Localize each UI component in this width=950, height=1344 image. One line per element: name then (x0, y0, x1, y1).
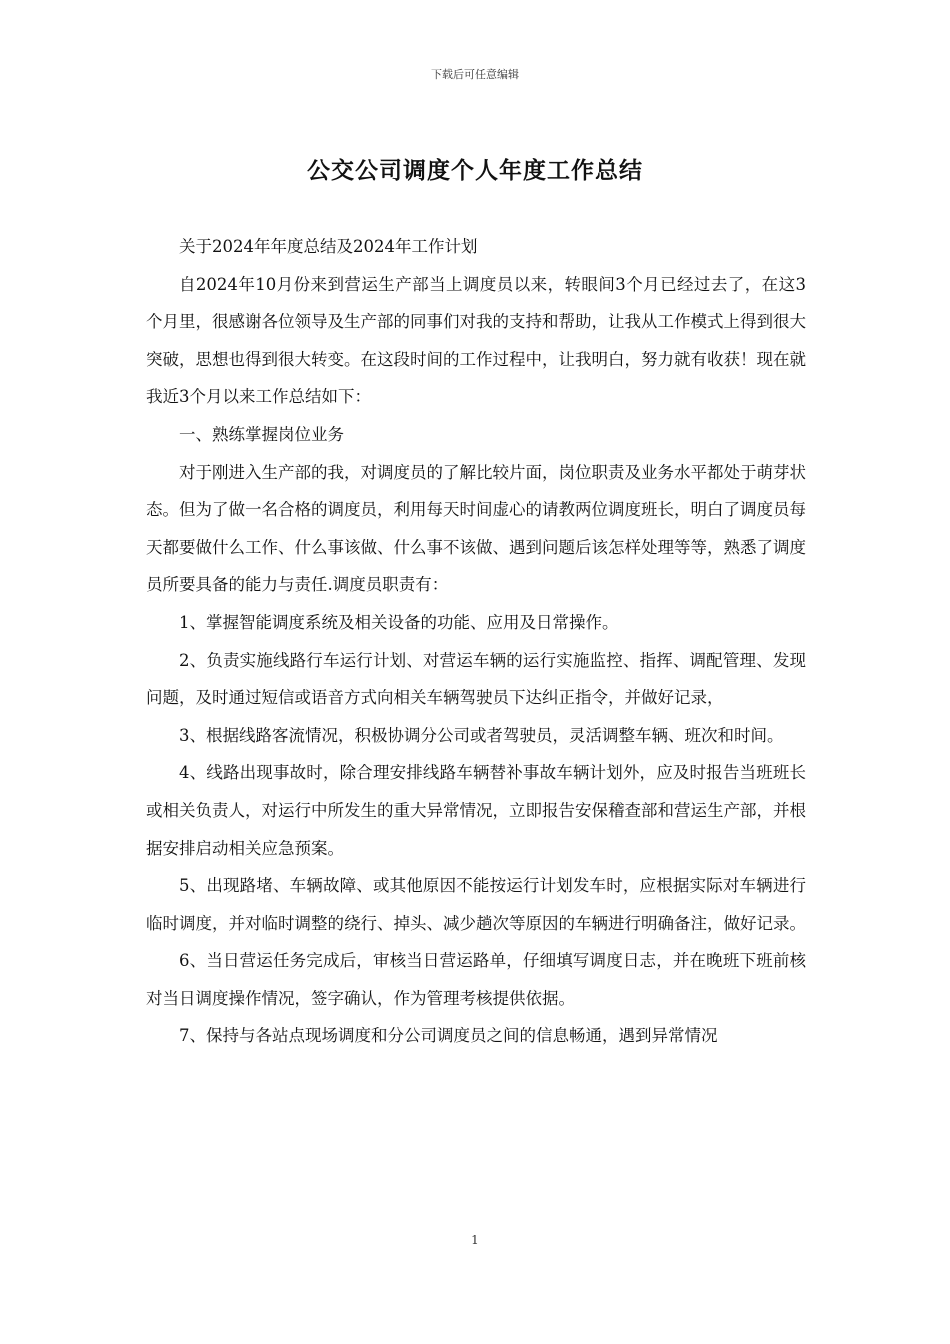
page-number: 1 (471, 1233, 479, 1247)
document-title: 公交公司调度个人年度工作总结 (307, 157, 643, 184)
duty-item-4: 4、线路出现事故时，除合理安排线路车辆替补事故车辆计划外，应及时报告当班班长或相关负责人，对运行中所发生的重大异常情况，立即报告安保稽查部和营运生产部，并根据安排启动相关应急预案。 (146, 763, 806, 858)
page-header-note: 下载后可任意编辑 (431, 68, 519, 81)
duty-item-3: 3、根据线路客流情况，积极协调分公司或者驾驶员，灵活调整车辆、班次和时间。 (179, 725, 784, 745)
duty-item-7: 7、保持与各站点现场调度和分公司调度员之间的信息畅通，遇到异常情况 (179, 1026, 718, 1046)
duty-item-6: 6、当日营运任务完成后，审核当日营运路单，仔细填写调度日志，并在晚班下班前核对当日调度操作情况，签字确认，作为管理考核提供依据。 (146, 951, 806, 1008)
paragraph-subtitle: 关于2024年年度总结及2024年工作计划 (179, 237, 478, 256)
document-body (146, 228, 806, 1055)
duty-item-2: 2、负责实施线路行车运行计划、对营运车辆的运行实施监控、指挥、调配管理、发现问题，及时通过短信或语音方式向相关车辆驾驶员下达纠正指令，并做好记录， (146, 650, 806, 708)
section-heading-1: 一、熟练掌握岗位业务 (179, 424, 344, 444)
paragraph-section-1: 对于刚进入生产部的我，对调度员的了解比较片面，岗位职责及业务水平都处于萌芽状态。但为了做一名合格的调度员，利用每天时间虚心的请教两位调度班长，明白了调度员每天都要做什么工作、什么事该做、什么事不该做、遇到问题后该怎样处理等等，熟悉了调度员所要具备的能力与责任.调度员职责有： (146, 462, 806, 595)
duty-item-1: 1、掌握智能调度系统及相关设备的功能、应用及日常操作。 (179, 612, 619, 632)
duty-item-5: 5、出现路堵、车辆故障、或其他原因不能按运行计划发车时，应根据实际对车辆进行临时调度，并对临时调整的绕行、掉头、减少趟次等原因的车辆进行明确备注，做好记录。 (146, 876, 806, 933)
paragraph-intro: 自2024年10月份来到营运生产部当上调度员以来，转眼间3个月已经过去了，在这3个月里，很感谢各位领导及生产部的同事们对我的支持和帮助，让我从工作模式上得到很大突破，思想也得到很大转变。在这段时间的工作过程中，让我明白，努力就有收获！现在就我近3个月以来工作总结如下： (146, 274, 806, 407)
